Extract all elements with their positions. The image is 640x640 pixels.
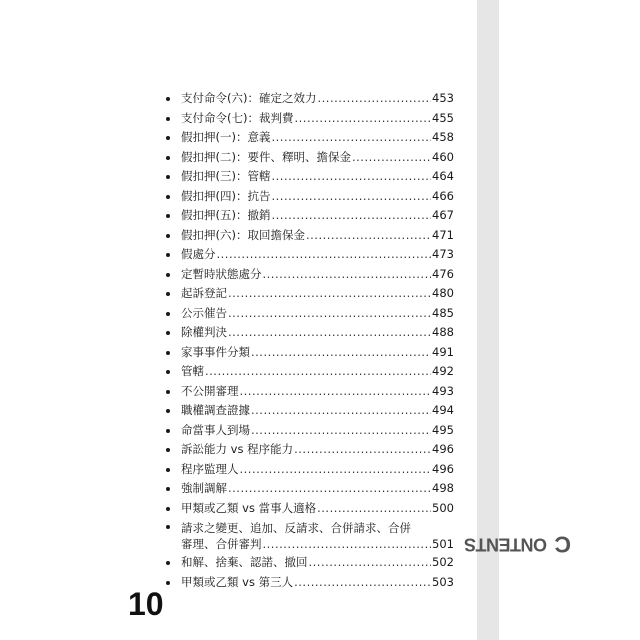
toc-entry-title: 假扣押(四)：抗告: [181, 188, 271, 203]
toc-entry[interactable]: [164, 89, 454, 109]
toc-entry[interactable]: [164, 284, 454, 304]
toc-entry[interactable]: [164, 304, 454, 324]
dot-leader: [228, 284, 431, 304]
bullet-icon: [166, 195, 170, 199]
toc-entry-page: 491: [432, 344, 454, 359]
toc-entry-page: 494: [432, 403, 454, 417]
bullet-icon: [166, 312, 170, 316]
toc-entry-page: 464: [432, 169, 454, 183]
bullet-icon: [166, 136, 170, 140]
toc-entry-title: 假扣押(五)：撤銷: [181, 208, 271, 222]
toc-entry-page: 476: [432, 266, 454, 281]
toc-entry-title: 定暫時狀態處分: [181, 266, 262, 281]
contents-label-initial: C: [554, 531, 571, 558]
dot-leader: [251, 421, 431, 441]
dot-leader: [228, 304, 431, 324]
bullet-icon: [166, 487, 170, 491]
toc-entry-title: 假扣押(六)：取回擔保金: [181, 227, 305, 242]
toc-entry-page: 458: [432, 130, 454, 144]
toc-entry-page: 496: [432, 442, 454, 456]
toc-entry[interactable]: [164, 362, 454, 382]
bullet-icon: [166, 234, 170, 238]
bullet-icon: [166, 351, 170, 355]
dot-leader: [251, 401, 431, 421]
toc-entry-page: 471: [432, 227, 454, 242]
toc-entry-title: 支付命令(六)：確定之效力: [181, 91, 317, 105]
bullet-icon: [166, 214, 170, 218]
toc-entry[interactable]: [164, 440, 454, 460]
dot-leader: [352, 148, 431, 168]
bullet-icon: [166, 175, 170, 179]
toc-entry-title: 訴訟能力 vs 程序能力: [181, 442, 294, 456]
dot-leader: [240, 460, 432, 480]
bullet-icon: [166, 561, 170, 565]
toc-entry-title: 起訴登記: [181, 286, 227, 300]
bullet-icon: [166, 409, 170, 413]
toc-entry[interactable]: [164, 479, 454, 499]
dot-leader: [240, 382, 432, 402]
dot-leader: [317, 499, 431, 519]
dot-leader: [263, 265, 432, 285]
bullet-icon: [166, 292, 170, 296]
dot-leader: [217, 245, 432, 265]
toc-entry-title-line1: 請求之變更、追加、反請求、合併請求、合併: [181, 521, 411, 535]
toc-entry-page: 498: [432, 481, 454, 495]
toc-entry[interactable]: [164, 187, 454, 207]
toc-entry-page: 466: [432, 188, 454, 203]
dot-leader: [228, 323, 431, 343]
dot-leader: [309, 553, 432, 573]
toc-entry-page: 495: [432, 422, 454, 437]
toc-entry-page: 455: [432, 110, 454, 125]
toc-entry-page: 493: [432, 383, 454, 398]
toc-entry[interactable]: [164, 499, 454, 519]
toc-entry[interactable]: [164, 226, 454, 246]
bullet-icon: [166, 507, 170, 511]
toc-entry-page: 503: [432, 574, 454, 589]
bullet-icon: [166, 117, 170, 121]
toc-entry[interactable]: [164, 343, 454, 363]
dot-leader: [263, 536, 432, 552]
bullet-icon: [166, 97, 170, 101]
bullet-icon: [166, 468, 170, 472]
bullet-icon: [166, 253, 170, 257]
bullet-icon: [166, 370, 170, 374]
toc-entry[interactable]: [164, 323, 454, 343]
dot-leader: [306, 226, 431, 246]
toc-entry[interactable]: [164, 109, 454, 129]
toc-entry[interactable]: [164, 206, 454, 226]
toc-entry-title: 不公開審理: [181, 383, 239, 398]
toc-entry-title: 支付命令(七)：裁判費: [181, 110, 294, 125]
toc-entry[interactable]: [164, 128, 454, 148]
toc-entry[interactable]: [164, 265, 454, 285]
dot-leader: [271, 128, 431, 148]
contents-side-label: [464, 484, 571, 604]
contents-label-rest: ONTENTS: [464, 534, 547, 555]
toc-entry[interactable]: [164, 148, 454, 168]
toc-entry-title: 命當事人到場: [181, 422, 250, 437]
bullet-icon: [166, 429, 170, 433]
toc-entry-title: 甲類或乙類 vs 當事人適格: [181, 500, 317, 515]
toc-entry[interactable]: [164, 382, 454, 402]
dot-leader: [294, 573, 431, 593]
bullet-icon: [166, 581, 170, 585]
bullet-icon: [166, 331, 170, 335]
toc-entry-title: 假扣押(一)：意義: [181, 130, 271, 144]
toc-entry-page: 485: [432, 305, 454, 320]
toc-entry-page: 500: [432, 500, 454, 515]
dot-leader: [271, 187, 431, 207]
dot-leader: [205, 362, 431, 382]
toc-entry-title: 假扣押(三)：管轄: [181, 169, 271, 183]
toc-entry-page: 502: [432, 555, 454, 569]
toc-entry-page: 488: [432, 325, 454, 339]
bullet-icon: [166, 390, 170, 394]
bullet-icon: [166, 525, 170, 529]
dot-leader: [271, 206, 431, 226]
dot-leader: [228, 479, 431, 499]
bullet-icon: [166, 156, 170, 160]
toc-entry-page: 460: [432, 149, 454, 164]
page-number: 10: [128, 586, 164, 622]
toc-entry-page: 453: [432, 91, 454, 105]
toc-entry-page: 501: [432, 537, 454, 551]
toc-entry-title: 強制調解: [181, 481, 227, 495]
toc-entry[interactable]: [164, 573, 454, 593]
toc-entry-title: 假處分: [181, 247, 216, 261]
toc-entry[interactable]: [164, 401, 454, 421]
toc-entry-page: 492: [432, 364, 454, 378]
dot-leader: [294, 109, 431, 129]
dot-leader: [294, 440, 431, 460]
toc-entry-title: 審理、合併審判: [181, 537, 262, 551]
toc-entry-page: 480: [432, 286, 454, 300]
toc-entry-page: 473: [432, 247, 454, 261]
dot-leader: [271, 167, 431, 187]
toc-entry-title: 和解、捨棄、認諾、撤回: [181, 555, 308, 569]
toc-entry-title: 公示催告: [181, 305, 227, 320]
toc-entry[interactable]: [164, 245, 454, 265]
table-of-contents: [164, 89, 454, 592]
dot-leader: [251, 343, 431, 363]
toc-entry[interactable]: [164, 167, 454, 187]
toc-entry-title: 家事事件分類: [181, 344, 250, 359]
bullet-icon: [166, 448, 170, 452]
toc-entry[interactable]: [164, 553, 454, 573]
toc-entry[interactable]: [164, 460, 454, 480]
toc-entry-title: 除權判決: [181, 325, 227, 339]
toc-entry-title: 職權調查證據: [181, 403, 250, 417]
toc-entry-page: 496: [432, 461, 454, 476]
toc-entry[interactable]: [164, 518, 454, 553]
bullet-icon: [166, 273, 170, 277]
toc-entry[interactable]: [164, 421, 454, 441]
toc-entry-title: 甲類或乙類 vs 第三人: [181, 574, 294, 589]
toc-entry-title: 管轄: [181, 364, 204, 378]
toc-entry-page: 467: [432, 208, 454, 222]
toc-entry-title: 假扣押(二)：要件、釋明、擔保金: [181, 149, 351, 164]
dot-leader: [317, 89, 431, 109]
toc-entry-title: 程序監理人: [181, 461, 239, 476]
